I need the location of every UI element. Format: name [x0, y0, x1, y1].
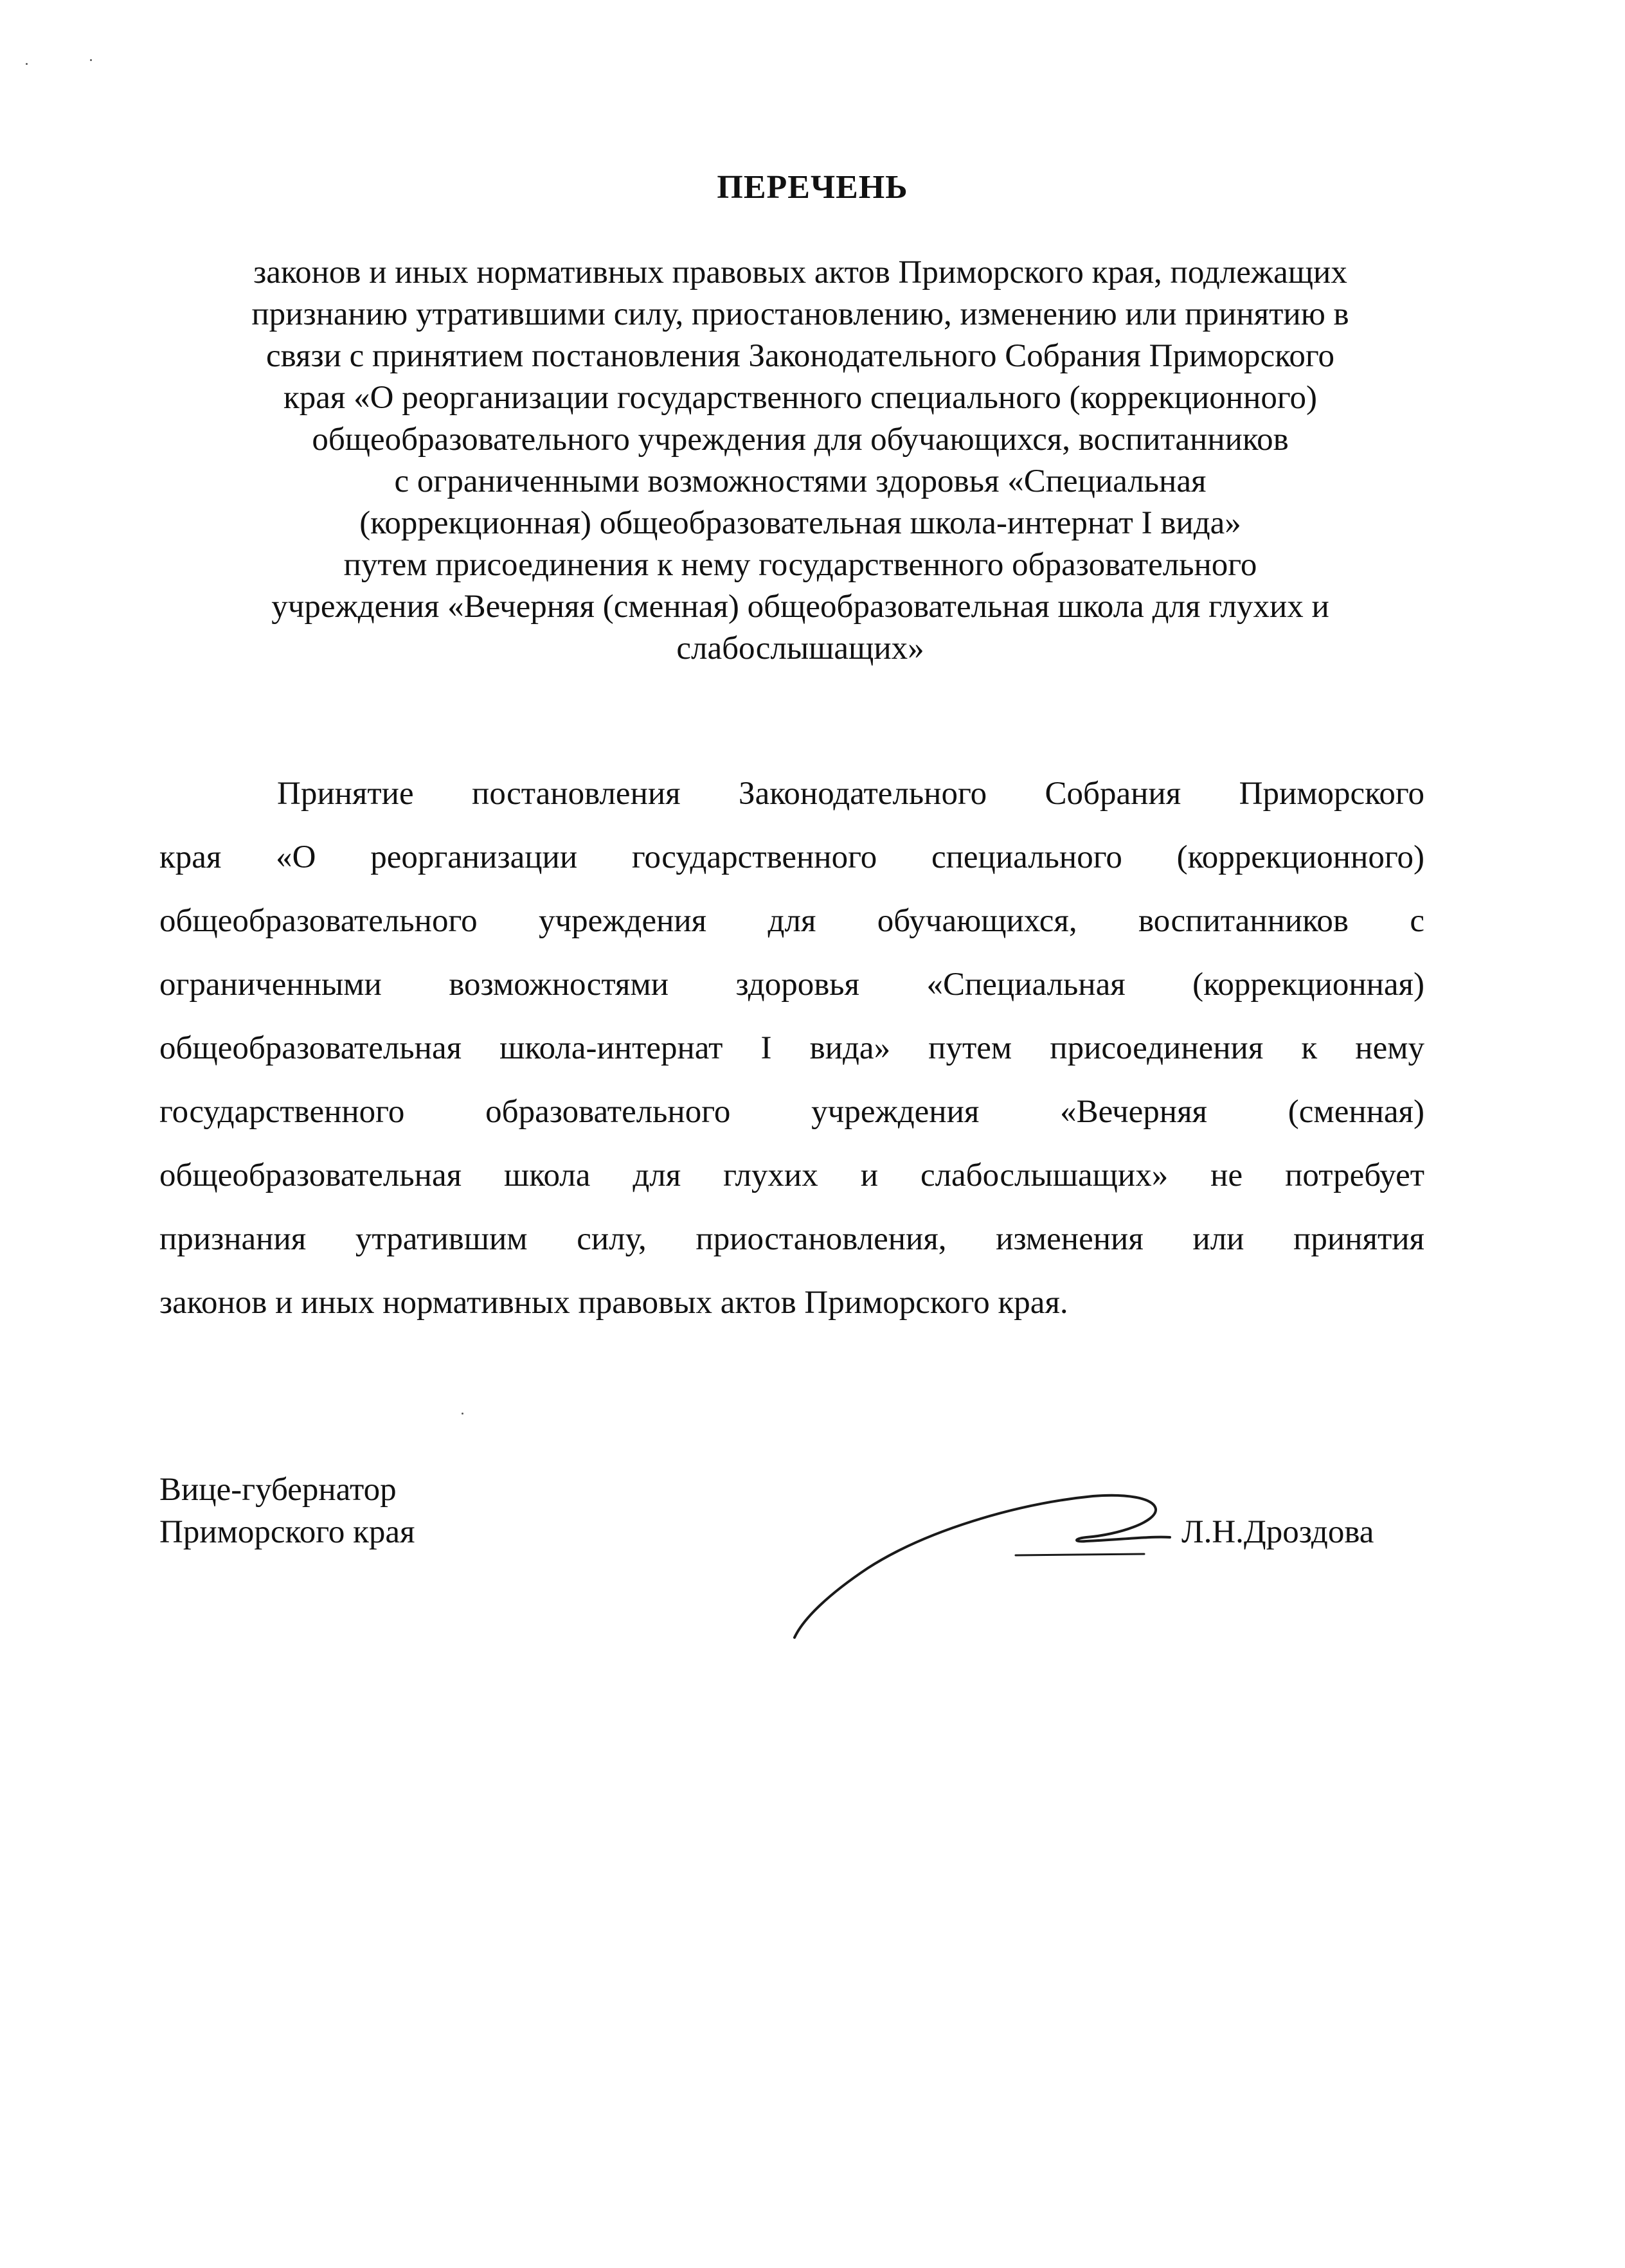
subtitle-line: общеобразовательного учреждения для обучающихся, воспитанников	[312, 422, 1289, 458]
body-line: общеобразовательная школа для глухих и слабослышащих» не потребует	[159, 1157, 1424, 1193]
subtitle-line: слабослышащих»	[676, 630, 924, 666]
signer-position	[159, 1469, 415, 1553]
body-line: законов и иных нормативных правовых актов Приморского края.	[159, 1285, 1068, 1321]
scan-speck	[26, 63, 28, 65]
body-line: края «О реорганизации государственного специального (коррекционного)	[159, 839, 1424, 875]
document-title: ПЕРЕЧЕНЬ	[717, 169, 908, 206]
subtitle-line: законов и иных нормативных правовых актов Приморского края, подлежащих	[253, 254, 1347, 290]
signer-position-line: Приморского края	[159, 1514, 415, 1550]
signer-position-line: Вице-губернатор	[159, 1472, 397, 1508]
document-subtitle	[154, 252, 1446, 670]
subtitle-line: связи с принятием постановления Законодательного Собрания Приморского	[265, 338, 1335, 374]
subtitle-line: признанию утратившими силу, приостановлению, изменению или принятию в	[251, 296, 1349, 332]
body-line: общеобразовательная школа-интернат I вида» путем присоединения к нему	[159, 1030, 1424, 1066]
body-line: Принятие постановления Законодательного Собрания Приморского	[277, 776, 1424, 812]
signer-name: Л.Н.Дроздова	[1181, 1514, 1374, 1550]
body-line: признания утратившим силу, приостановления, изменения или принятия	[159, 1221, 1424, 1257]
handwritten-signature	[784, 1459, 1183, 1652]
subtitle-line: (коррекционная) общеобразовательная школа-интернат I вида»	[359, 505, 1241, 541]
subtitle-line: учреждения «Вечерняя (сменная) общеобразовательная школа для глухих и	[271, 589, 1329, 625]
subtitle-line: путем присоединения к нему государственного образовательного	[343, 547, 1257, 583]
body-line: государственного образовательного учреждения «Вечерняя (сменная)	[159, 1094, 1424, 1130]
subtitle-line: края «О реорганизации государственного специального (коррекционного)	[283, 380, 1317, 416]
body-paragraph	[159, 762, 1424, 1335]
body-line: ограниченными возможностями здоровья «Специальная (коррекционная)	[159, 967, 1424, 1003]
scan-speck	[462, 1413, 463, 1415]
subtitle-line: с ограниченными возможностями здоровья «Специальная	[394, 463, 1207, 499]
scan-speck	[90, 59, 92, 61]
body-line: общеобразовательного учреждения для обучающихся, воспитанников с	[159, 903, 1424, 939]
